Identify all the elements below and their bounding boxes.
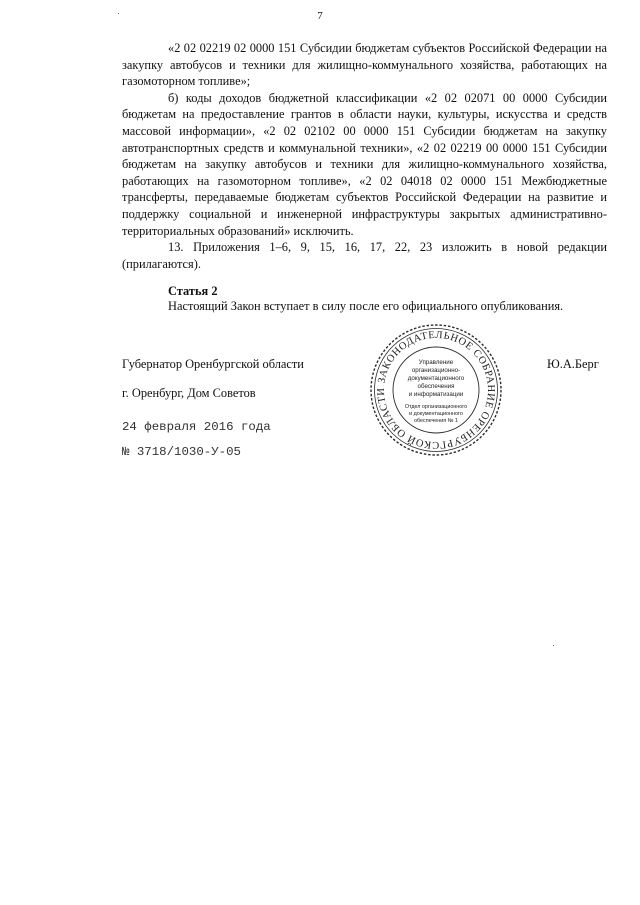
- seal-inner-line: организационно-: [411, 367, 461, 374]
- signatory-name: Ю.А.Берг: [547, 357, 599, 371]
- seal-department-line: Отдел организационного: [404, 404, 468, 410]
- seal-inner-line: обеспечения: [417, 383, 455, 390]
- seal-department-line: и документационного: [409, 411, 463, 417]
- seal-department-line: обеспечения № 1: [414, 418, 458, 424]
- registration-number: № 3718/1030-У-05: [122, 445, 241, 459]
- article-text: Настоящий Закон вступает в силу после его официального опубликования.: [168, 299, 564, 313]
- scan-speck: [553, 645, 554, 646]
- document-body: [122, 40, 607, 272]
- paragraph-item-b: б) коды доходов бюджетной классификации «2 02 02071 00 0000 Субсидии бюджетам на предоставление грантов в области науки, культуры, искусства и средств массовой информации», «2 02 02102 00 0000 151 Субсидии бюджетам на закупку автотранспортных средств и коммунальной техники», «2 02 02219 00 0000 151 Субсидии бюджетам на закупку автобусов и техники для жилищно-коммунального хозяйства, работающих на газомоторном топливе», «2 02 04018 02 0000 151 Межбюджетные трансферты, передаваемые бюджетам субъектов Российской Федерации на развитие и поддержку социальной и инженерной инфраструктуры закрытых административно-территориальных образований» исключить.: [122, 90, 607, 238]
- signing-place: г. Оренбург, Дом Советов: [122, 386, 256, 400]
- article-title: Статья 2: [168, 284, 218, 298]
- registration-date: 24 февраля 2016 года: [122, 420, 271, 434]
- seal-inner-line: и информатизации: [408, 391, 464, 398]
- seal-inner-line: документационного: [407, 375, 465, 382]
- official-seal: [368, 322, 504, 458]
- signatory-position: Губернатор Оренбургской области: [122, 357, 304, 371]
- seal-outer-text: ЗАКОНОДАТЕЛЬНОЕ СОБРАНИЕ ОРЕНБУРГСКОЙ ОБЛАСТИ: [375, 329, 497, 451]
- seal-inner-line: Управление: [418, 359, 454, 366]
- paragraph-code-list-end: «2 02 02219 02 0000 151 Субсидии бюджетам субъектов Российской Федерации на закупку автобусов и техники для жилищно-коммунального хозяйства, работающих на газомоторном топливе»;: [122, 41, 607, 89]
- scan-speck: [118, 13, 119, 14]
- page-number: 7: [317, 10, 323, 22]
- paragraph-item-13: 13. Приложения 1–6, 9, 15, 16, 17, 22, 23 изложить в новой редакции (прилагаются).: [122, 240, 607, 271]
